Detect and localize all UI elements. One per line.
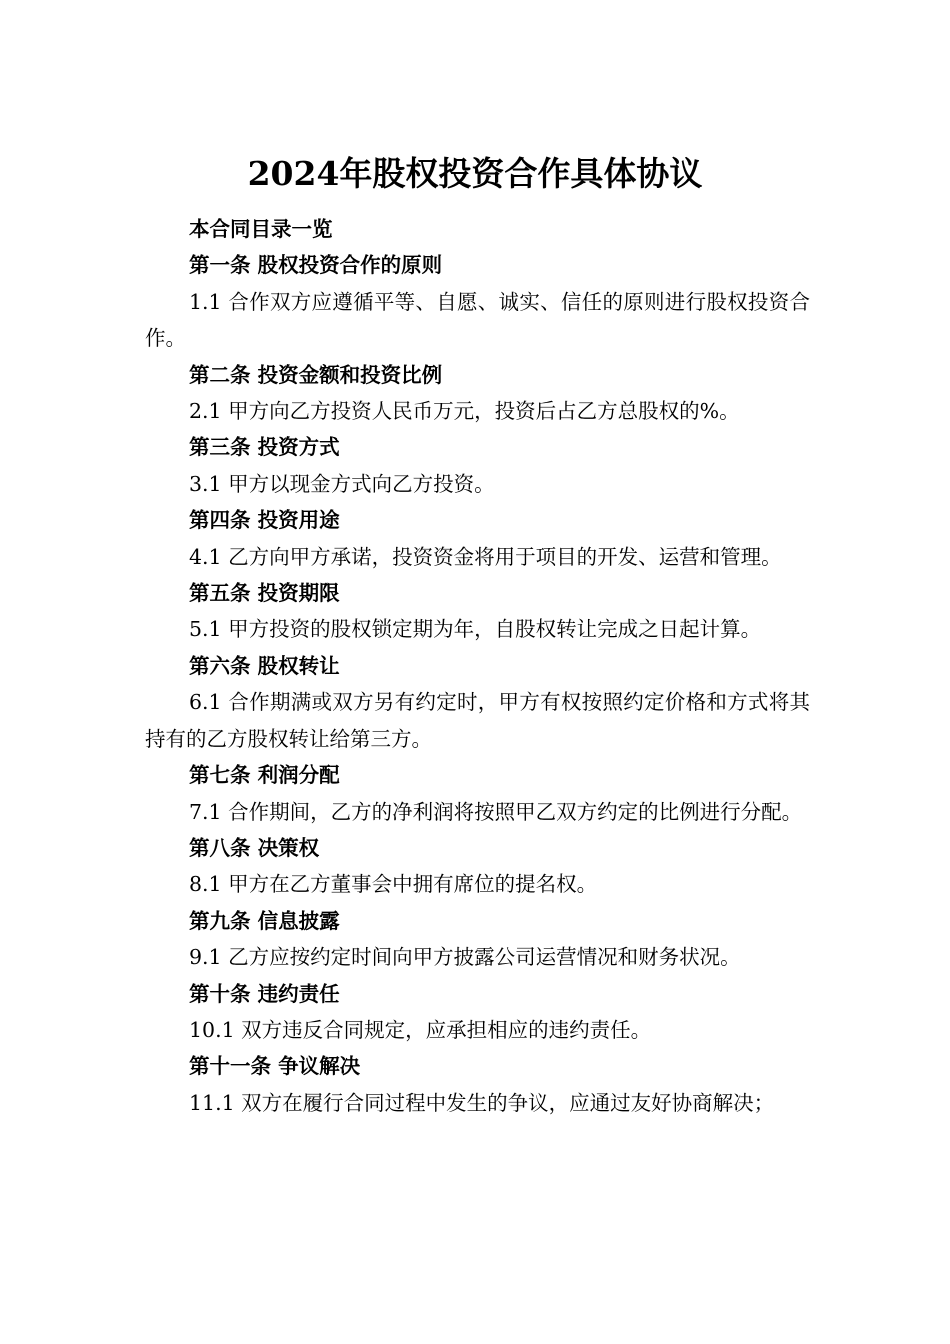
section-text-10: 10.1 双方违反合同规定，应承担相应的违约责任。 [189, 1017, 652, 1042]
section-heading-9: 第九条 信息披露 [189, 908, 340, 933]
section-heading-3: 第三条 投资方式 [189, 435, 340, 460]
section-heading-10: 第十条 违约责任 [189, 981, 340, 1006]
section-heading-5: 第五条 投资期限 [189, 581, 340, 606]
section-text-7: 7.1 合作期间，乙方的净利润将按照甲乙双方约定的比例进行分配。 [189, 799, 803, 824]
section-heading-11: 第十一条 争议解决 [189, 1054, 361, 1079]
section-text-4: 4.1 乙方向甲方承诺，投资资金将用于项目的开发、运营和管理。 [189, 544, 782, 569]
section-text-1: 1.1 合作双方应遵循平等、自愿、诚实、信任的原则进行股权投资合作。 [145, 289, 810, 351]
section-heading-8: 第八条 决策权 [189, 835, 320, 860]
section-heading-7: 第七条 利润分配 [189, 763, 340, 788]
section-text-6: 6.1 合作期满或双方另有约定时，甲方有权按照约定价格和方式将其持有的乙方股权转让给第三方。 [145, 690, 810, 751]
section-heading-2: 第二条 投资金额和投资比例 [189, 362, 443, 387]
section-text-2: 2.1 甲方向乙方投资人民币万元，投资后占乙方总股权的%。 [189, 399, 740, 424]
toc-heading: 本合同目录一览 [189, 217, 333, 241]
document-body [145, 211, 810, 1121]
section-text-11: 11.1 双方在履行合同过程中发生的争议，应通过友好协商解决； [189, 1090, 775, 1115]
section-heading-6: 第六条 股权转让 [189, 653, 340, 678]
section-text-9: 9.1 乙方应按约定时间向甲方披露公司运营情况和财务状况。 [189, 945, 741, 970]
section-text-5: 5.1 甲方投资的股权锁定期为年，自股权转让完成之日起计算。 [189, 617, 762, 642]
section-heading-1: 第一条 股权投资合作的原则 [189, 253, 443, 278]
section-text-8: 8.1 甲方在乙方董事会中拥有席位的提名权。 [189, 872, 598, 897]
section-heading-4: 第四条 投资用途 [189, 508, 340, 533]
document-title: 2024年股权投资合作具体协议 [247, 154, 703, 193]
section-text-3: 3.1 甲方以现金方式向乙方投资。 [189, 471, 495, 496]
